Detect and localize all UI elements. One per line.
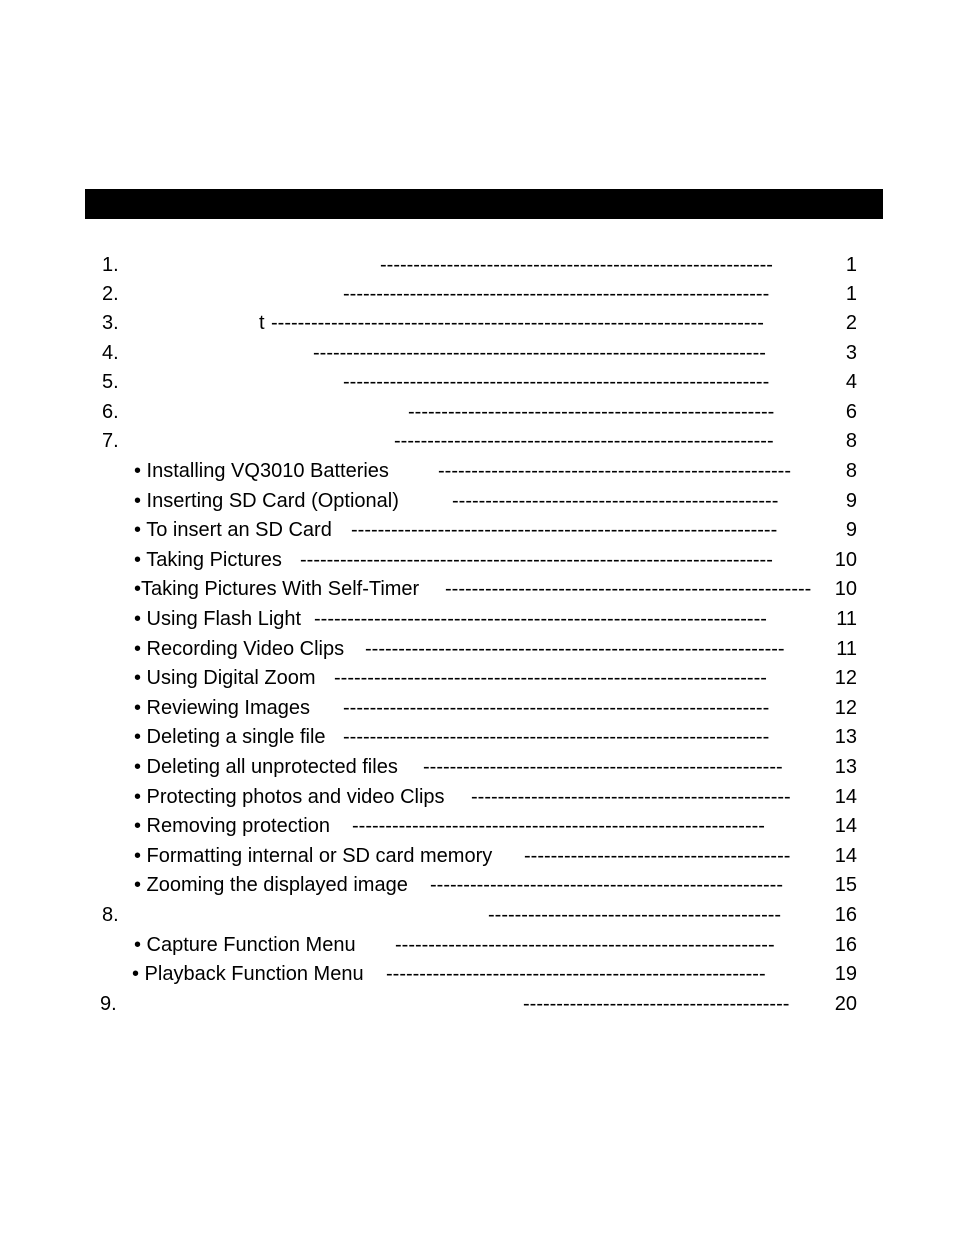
toc-leader: ------------------------------------------------------- <box>408 401 775 423</box>
toc-leader: --------------------------------------------------------- <box>394 430 774 452</box>
toc-row <box>0 694 954 723</box>
toc-row <box>0 605 954 634</box>
toc-page-number: 16 <box>834 904 857 926</box>
toc-leader: --------------------------------------------------------- <box>395 934 775 956</box>
toc-row <box>0 398 954 427</box>
toc-leader: ----------------------------------------------------------------------- <box>300 549 773 571</box>
toc-page-number: 9 <box>845 519 857 541</box>
toc-title: •Taking Pictures With Self-Timer <box>134 578 420 600</box>
toc-page-number: 16 <box>834 934 857 956</box>
toc-leader: ------------------------------------------------------ <box>423 756 783 778</box>
toc-title: t <box>259 312 265 334</box>
toc-leader: ----------------------------------------------------------- <box>380 254 773 276</box>
toc-title: • Protecting photos and video Clips <box>134 786 445 808</box>
toc-page-number: 13 <box>834 726 857 748</box>
toc-page-number: 13 <box>834 756 857 778</box>
toc-row <box>0 339 954 368</box>
toc-title: • Using Flash Light <box>134 608 302 630</box>
toc-number: 6. <box>102 401 119 423</box>
toc-row <box>0 575 954 604</box>
toc-title: • Playback Function Menu <box>132 963 364 985</box>
toc-page-number: 1 <box>845 254 857 276</box>
toc-page-number: 14 <box>834 845 857 867</box>
toc-row <box>0 664 954 693</box>
toc-page-number: 1 <box>845 283 857 305</box>
toc-page-number: 9 <box>845 490 857 512</box>
toc-leader: -------------------------------------------------------------------- <box>313 342 766 364</box>
toc-leader: ----------------------------------------------------- <box>430 874 783 896</box>
toc-leader: ---------------------------------------------------------------- <box>343 726 770 748</box>
toc-title: • Deleting all unprotected files <box>134 756 398 778</box>
toc-title: • Reviewing Images <box>134 697 310 719</box>
toc-page-number: 10 <box>834 549 857 571</box>
toc-page-number: 8 <box>845 460 857 482</box>
toc-row <box>0 990 954 1019</box>
toc-title: • Installing VQ3010 Batteries <box>134 460 389 482</box>
toc-row <box>0 753 954 782</box>
toc-row <box>0 723 954 752</box>
toc-page-number: 15 <box>834 874 857 896</box>
toc-leader: -------------------------------------------- <box>488 904 782 926</box>
toc-row <box>0 427 954 456</box>
toc-row <box>0 871 954 900</box>
toc-row <box>0 812 954 841</box>
toc-leader: -------------------------------------------------------------------- <box>314 608 767 630</box>
toc-page-number: 3 <box>845 342 857 364</box>
toc-page-number: 11 <box>836 608 857 630</box>
toc-title: • Recording Video Clips <box>134 638 345 660</box>
toc-number: 5. <box>102 371 119 393</box>
toc-leader: ---------------------------------------------------------------- <box>343 697 770 719</box>
toc-title: • Formatting internal or SD card memory <box>134 845 493 867</box>
toc-page-number: 4 <box>845 371 857 393</box>
toc-leader: --------------------------------------------------------- <box>386 963 766 985</box>
toc-leader: ---------------------------------------------------------------- <box>343 371 770 393</box>
toc-number: 4. <box>102 342 119 364</box>
toc-leader: ------------------------------------------------ <box>471 786 791 808</box>
toc-page-number: 11 <box>836 638 857 660</box>
toc-title: • Deleting a single file <box>134 726 326 748</box>
toc-leader: ----------------------------------------------------- <box>438 460 791 482</box>
toc-page-number: 6 <box>845 401 857 423</box>
toc-page-number: 14 <box>834 815 857 837</box>
toc-leader: --------------------------------------------------------------- <box>365 638 785 660</box>
toc-leader: ---------------------------------------------------------------- <box>343 283 770 305</box>
toc-leader: ------------------------------------------------- <box>452 490 779 512</box>
toc-row <box>0 516 954 545</box>
toc-row <box>0 783 954 812</box>
toc-number: 8. <box>102 904 119 926</box>
toc-page-number: 12 <box>834 697 857 719</box>
toc-row <box>0 309 954 338</box>
toc-page-number: 14 <box>834 786 857 808</box>
toc-row <box>0 901 954 930</box>
toc-page-number: 2 <box>845 312 857 334</box>
toc-page-number: 19 <box>834 963 857 985</box>
toc-leader: ------------------------------------------------------- <box>445 578 812 600</box>
toc-title: • Capture Function Menu <box>134 934 356 956</box>
toc-row <box>0 487 954 516</box>
toc-number: 7. <box>102 430 119 452</box>
toc-title: • To insert an SD Card <box>134 519 332 541</box>
toc-title-bar <box>85 189 883 219</box>
toc-leader: -------------------------------------------------------------------------- <box>271 312 764 334</box>
toc-title: • Zooming the displayed image <box>134 874 408 896</box>
toc-title: • Removing protection <box>134 815 330 837</box>
toc-row <box>0 280 954 309</box>
toc-leader: ---------------------------------------- <box>524 845 791 867</box>
toc-row <box>0 546 954 575</box>
toc-page-number: 8 <box>845 430 857 452</box>
toc-row <box>0 457 954 486</box>
toc-row <box>0 251 954 280</box>
toc-title: • Using Digital Zoom <box>134 667 316 689</box>
toc-number: 1. <box>102 254 119 276</box>
toc-number: 2. <box>102 283 119 305</box>
toc-page-number: 20 <box>834 993 857 1015</box>
toc-page-number: 10 <box>834 578 857 600</box>
toc-row <box>0 931 954 960</box>
toc-leader: ---------------------------------------- <box>523 993 790 1015</box>
toc-title: • Inserting SD Card (Optional) <box>134 490 399 512</box>
toc-number: 3. <box>102 312 119 334</box>
toc-number: 9. <box>100 993 117 1015</box>
toc-page-number: 12 <box>834 667 857 689</box>
toc-row <box>0 635 954 664</box>
toc-leader: ----------------------------------------------------------------- <box>334 667 767 689</box>
toc-leader: -------------------------------------------------------------- <box>352 815 765 837</box>
toc-row <box>0 842 954 871</box>
toc-title: • Taking Pictures <box>134 549 282 571</box>
toc-leader: ---------------------------------------------------------------- <box>351 519 778 541</box>
toc-row <box>0 960 954 989</box>
toc-row <box>0 368 954 397</box>
